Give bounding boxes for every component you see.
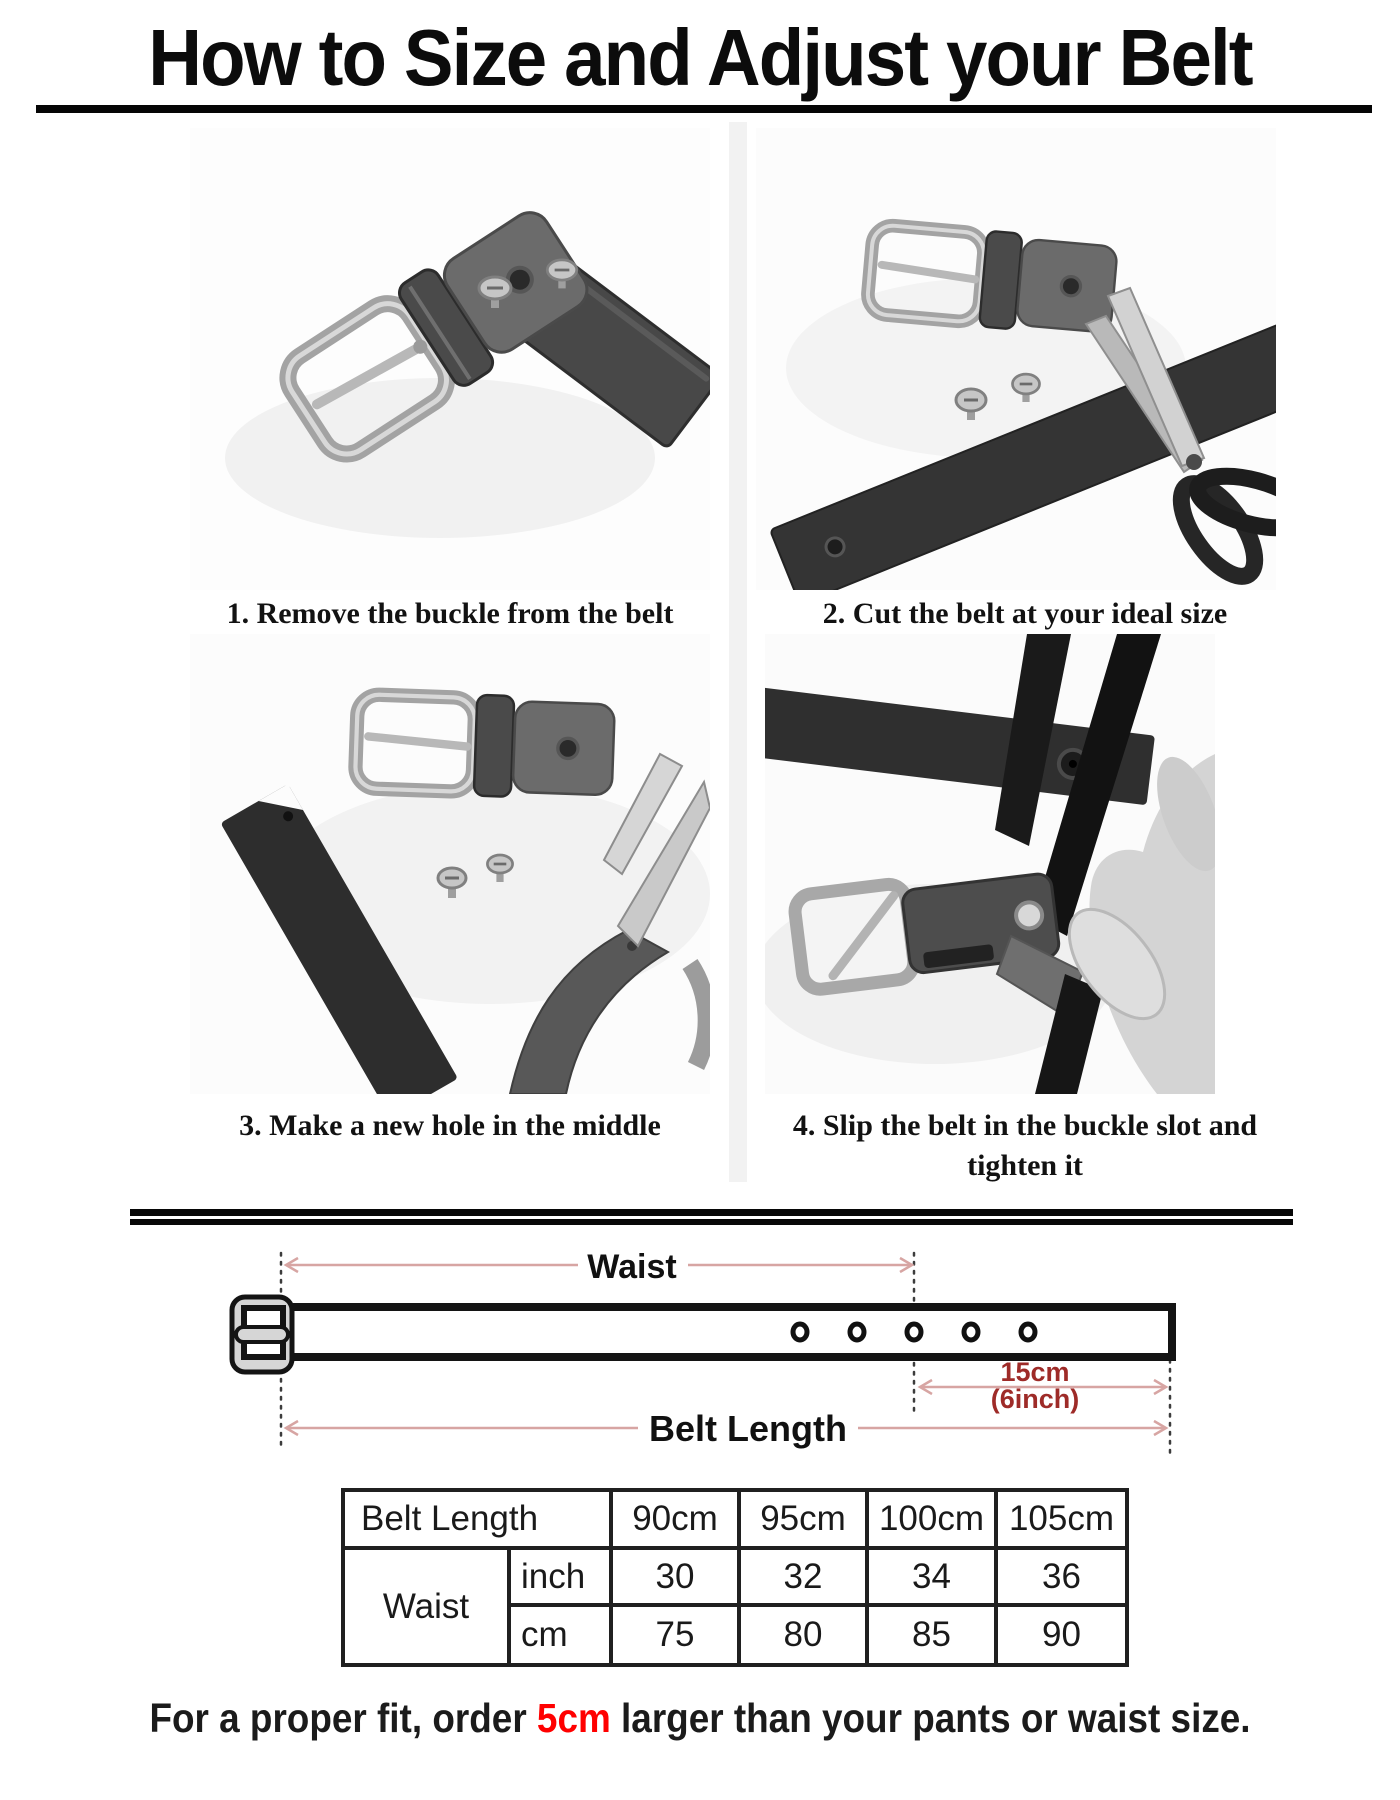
waist-label: Waist [587,1248,677,1286]
belt-measurement-diagram [130,1245,1280,1463]
belt-length-header: Belt Length [343,1490,611,1548]
fit-note-highlight: 5cm [536,1695,611,1741]
page-title: How to Size and Adjust your Belt [148,13,1252,102]
waist-inch-value: 34 [867,1548,996,1605]
fit-note-suffix: larger than your pants or waist size. [610,1695,1251,1741]
belt-length-90: 90cm [611,1490,739,1548]
buckle-pin [236,1327,288,1342]
step2-photo [756,128,1276,590]
step3-photo [190,634,710,1094]
table-row [343,1490,1127,1548]
offset-label-6inch: (6inch) [990,1384,1080,1414]
offset-label-15cm: 15cm [1000,1357,1070,1387]
column-gutter [729,122,747,1182]
unit-cm: cm [509,1605,611,1665]
waist-inch-value: 36 [996,1548,1127,1605]
belt-length-95: 95cm [739,1490,867,1548]
waist-cm-value: 90 [996,1605,1127,1665]
waist-inch-value: 32 [739,1548,867,1605]
unit-inch: inch [509,1548,611,1605]
table-row [343,1548,1127,1605]
step4-caption: 4. Slip the belt in the buckle slot and tighten it [792,1109,1258,1182]
section-divider-line [130,1219,1293,1225]
waist-cm-value: 85 [867,1605,996,1665]
title-underline [36,105,1372,113]
step3-caption: 3. Make a new hole in the middle [239,1109,661,1142]
fit-note [70,1695,1330,1742]
belt-length-105: 105cm [996,1490,1127,1548]
belt-strap-outline [283,1307,1172,1357]
fit-note-prefix: For a proper fit, order [149,1695,537,1741]
waist-inch-value: 30 [611,1548,739,1605]
belt-length-label: Belt Length [649,1408,847,1449]
step2-caption: 2. Cut the belt at your ideal size [822,597,1228,630]
belt-length-100: 100cm [867,1490,996,1548]
step1-photo [190,128,710,590]
waist-cm-value: 75 [611,1605,739,1665]
size-table [341,1488,1129,1667]
section-divider-line [130,1209,1293,1216]
step4-photo [765,634,1215,1094]
waist-header: Waist [343,1548,509,1665]
waist-cm-value: 80 [739,1605,867,1665]
step1-caption: 1. Remove the buckle from the belt [226,597,674,630]
